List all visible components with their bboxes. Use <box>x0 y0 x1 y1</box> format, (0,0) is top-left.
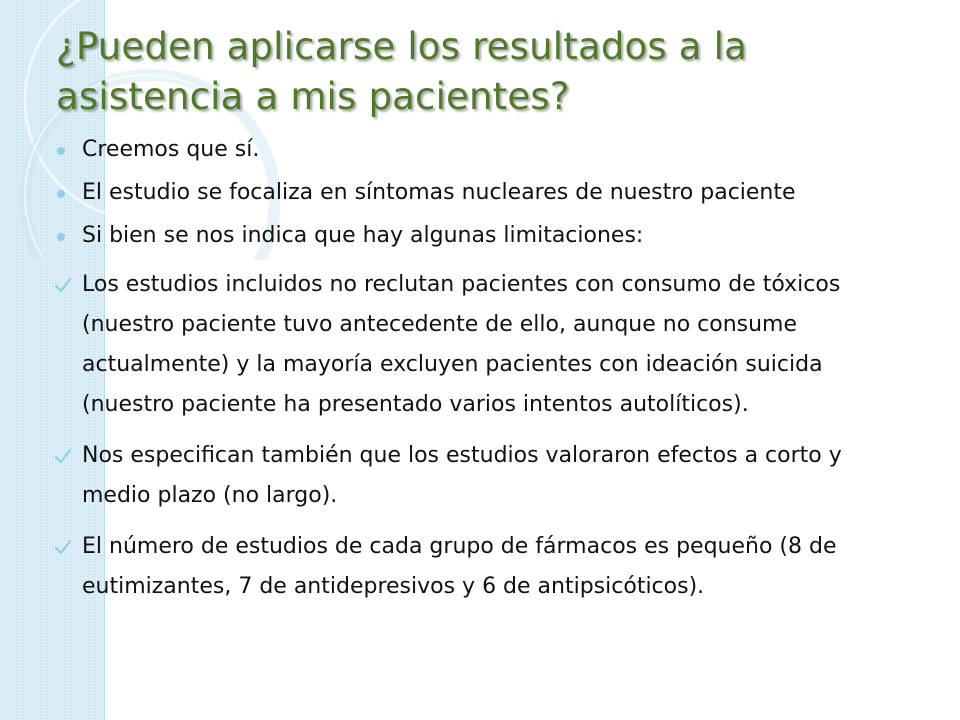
list-item <box>52 136 912 164</box>
list-item <box>52 179 912 207</box>
list-item-text: El número de estudios de cada grupo de fármacos es pequeño (8 de eutimizantes, 7 de antidepresivos y 6 de antipsicóticos). <box>82 534 837 599</box>
list-item <box>52 436 912 516</box>
list-item-text: Los estudios incluidos no reclutan pacientes con consumo de tóxicos (nuestro paciente tuvo antecedente de ello, aunque no consume actualmente) y la mayoría excluyen pacientes con ideación suicida (nuestro paciente ha presentado varios intentos autolíticos). <box>82 272 841 417</box>
list-item-text: Nos especifican también que los estudios valoraron efectos a corto y medio plazo (no largo). <box>82 443 842 508</box>
list-item-text: Creemos que sí. <box>82 137 260 162</box>
checkmark-icon <box>54 538 72 556</box>
slide-content <box>52 136 912 618</box>
dot-icon <box>57 190 65 198</box>
list-item <box>52 265 912 425</box>
checkmark-icon <box>54 447 72 465</box>
checkmark-icon <box>54 276 72 294</box>
list-item <box>52 222 912 250</box>
list-item-text: Si bien se nos indica que hay algunas limitaciones: <box>82 223 644 248</box>
dot-icon <box>57 233 65 241</box>
list-item-text: El estudio se focaliza en síntomas nucleares de nuestro paciente <box>82 180 796 205</box>
list-item <box>52 527 912 607</box>
dot-icon <box>57 147 65 155</box>
slide-title: ¿Pueden aplicarse los resultados a la asistencia a mis pacientes? <box>56 25 747 118</box>
